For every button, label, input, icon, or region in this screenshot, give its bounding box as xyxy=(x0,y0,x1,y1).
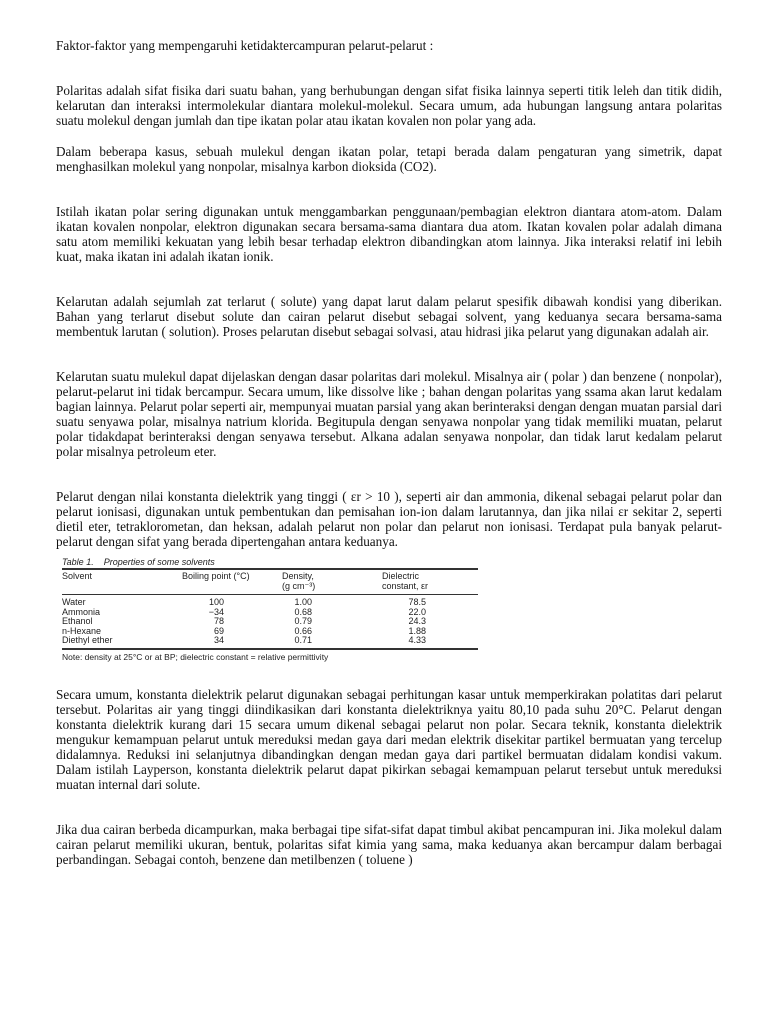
cell-dielectric: 22.0 xyxy=(408,606,426,617)
cell-density: 0.68 xyxy=(294,606,312,617)
cell-density: 0.71 xyxy=(294,635,312,645)
cell-density: 1.00 xyxy=(294,597,312,607)
cell-dielectric: 24.3 xyxy=(408,616,426,626)
cell-boiling: 78 xyxy=(213,616,224,626)
table-caption xyxy=(62,557,478,568)
paragraph-simetrik: Dalam beberapa kasus, sebuah mulekul dengan ikatan polar, tetapi berada dalam pengaturan yang simetrik, dapat menghasilkan molekul yang nonpolar, misalnya karbon dioksida (CO2). xyxy=(56,144,722,174)
table-note: Note: density at 25°C or at BP; dielectric constant = relative permittivity xyxy=(62,651,329,662)
table-row xyxy=(62,636,478,648)
paragraph-kelarutan: Kelarutan adalah sejumlah zat terlarut ( solute) yang dapat larut dalam pelarut spesifik dibawah kondisi yang diberikan. Bahan yang terlarut disebut solute dan cairan pelarut disebut sebagai solvent, yang keduanya secara bersama-sama membentuk larutan ( solution). Proses pelarutan disebut sebagai solvasi, atau hidrasi jika pelarut yang digunakan adalah air. xyxy=(56,294,722,339)
cell-solvent: Diethyl ether xyxy=(62,635,113,645)
cell-solvent: n-Hexane xyxy=(62,625,102,636)
cell-density: 0.66 xyxy=(294,625,312,636)
paragraph-konstanta-dielektrik: Pelarut dengan nilai konstanta dielektrik yang tinggi ( εr > 10 ), seperti air dan ammonia, dikenal sebagai pelarut polar dan pelarut ionisasi, digunakan untuk pembentukan dan pemisahan ion-ion dalam larutannya, dan jika nilai εr sekitar 2, seperti dietil eter, tetraklorometan, dan heksan, adalah pelarut non polar dan pelarut non ionisasi. Terdapat pula banyak pelarut-pelarut dengan sifat yang berada dipertengahan antara keduanya. xyxy=(56,489,722,549)
paragraph-kelarutan-molekul: Kelarutan suatu mulekul dapat dijelaskan dengan dasar polaritas dari molekul. Misalnya air ( polar ) dan benzene ( nonpolar), pelarut-pelarut ini tidak bercampur. Secara umum, like dissolve like ; bahan dengan polaritas yang ssama akan larut kedalam bagian lainnya. Pelarut polar seperti air, mempunyai muatan parsial yang akan berinteraksi dengan dengan muatan parsial dari suatu senyawa polar, misalnya natrium klorida. Begitupula dengan senyawa nonpolar yang tidak memiliki muatan, pelarut polar tidakdapat berinteraksi dengan senyawa tersebut. Alkana adalan senyawa nonpolar, dan tidak larut kedalam pelarut polar misalnya petroleum eter. xyxy=(56,369,722,459)
header-dielectric-constant: Dielectric constant, εr xyxy=(382,571,429,591)
paragraph-pencampuran: Jika dua cairan berbeda dicampurkan, maka berbagai tipe sifat-sifat dapat timbul akibat pencampuran ini. Jika molekul dalam cairan pelarut memiliki ukuran, bentuk, polaritas sifat kimia yang sama, maka keduanya akan bercampur dalam berbagai perbandingan. Sebagai contoh, benzene dan metilbenzen ( toluene ) xyxy=(56,821,722,867)
document-page xyxy=(56,38,722,1024)
paragraph-ikatan-polar: Istilah ikatan polar sering digunakan untuk menggambarkan penggunaan/pembagian elektron diantara atom-atom. Dalam ikatan kovalen nonpolar, elektron digunakan secara bersama-sama diantara dua atom. Ikatan kovalen polar adalah dimana satu atom memiliki kekuatan yang lebih besar terhadap elektron dibandingkan atom lainnya. Jika interaksi relatif ini lebih kuat, maka ikatan ini adalah ikatan ionik. xyxy=(56,204,722,264)
cell-dielectric: 4.33 xyxy=(408,635,426,645)
header-boiling-point: Boiling point (°C) xyxy=(182,571,250,581)
solvent-properties-table xyxy=(62,557,478,663)
table-header-row xyxy=(62,570,478,594)
document-heading: Faktor-faktor yang mempengaruhi ketidaktercampuran pelarut-pelarut : xyxy=(56,38,434,53)
cell-solvent: Ethanol xyxy=(62,616,93,626)
properties-table xyxy=(62,570,478,648)
cell-boiling: −34 xyxy=(208,606,224,617)
cell-solvent: Ammonia xyxy=(62,606,101,617)
cell-boiling: 100 xyxy=(208,597,224,607)
paragraph-secara-umum: Secara umum, konstanta dielektrik pelarut digunakan sebagai perhitungan kasar untuk memperkirakan polatitas dari pelarut tersebut. Polaritas air yang tinggi diindikasikan dari konstanta dielektriknya yaitu 80,10 pada suhu 20°C. Pelarut dengan konstanta dielektrik kurang dari 15 secara umum dikenal sebagai pelarut non polar. Secara teknik, konstanta dielektrik mengukur kemampuan pelarut untuk mereduksi medan gaya dari medan elektrik disekitar partikel bermuatan yang tercelup didalamnya. Reduksi ini selanjutnya dibandingkan dengan medan gaya dari partikel bermuatan didalam kondisi vakum. Dalam istilah Layperson, konstanta dielektrik pelarut dapat pikirkan sebagai kemampuan pelarut tersebut untuk mereduksi muatan internal dari solute. xyxy=(56,686,722,792)
cell-dielectric: 1.88 xyxy=(408,625,426,636)
header-density: Density, (g cm⁻³) xyxy=(282,571,316,591)
cell-density: 0.79 xyxy=(294,616,312,626)
cell-dielectric: 78.5 xyxy=(408,597,426,607)
paragraph-polaritas: Polaritas adalah sifat fisika dari suatu bahan, yang berhubungan dengan sifat fisika lainnya seperti titik leleh dan titik didih, kelarutan dan interaksi intermolekular diantara molekul-molekul. Secara umum, ada hubungan langsung antara polaritas suatu molekul dengan jumlah dan tipe ikatan polar atau ikatan kovalen non polar yang ada. xyxy=(56,83,722,128)
table-caption-label: Table 1. xyxy=(62,557,94,567)
cell-boiling: 69 xyxy=(213,625,224,636)
table-row xyxy=(62,595,478,608)
cell-solvent: Water xyxy=(62,597,86,607)
header-solvent: Solvent xyxy=(62,571,93,581)
cell-boiling: 34 xyxy=(213,635,224,645)
table-caption-title: Properties of some solvents xyxy=(103,557,215,567)
